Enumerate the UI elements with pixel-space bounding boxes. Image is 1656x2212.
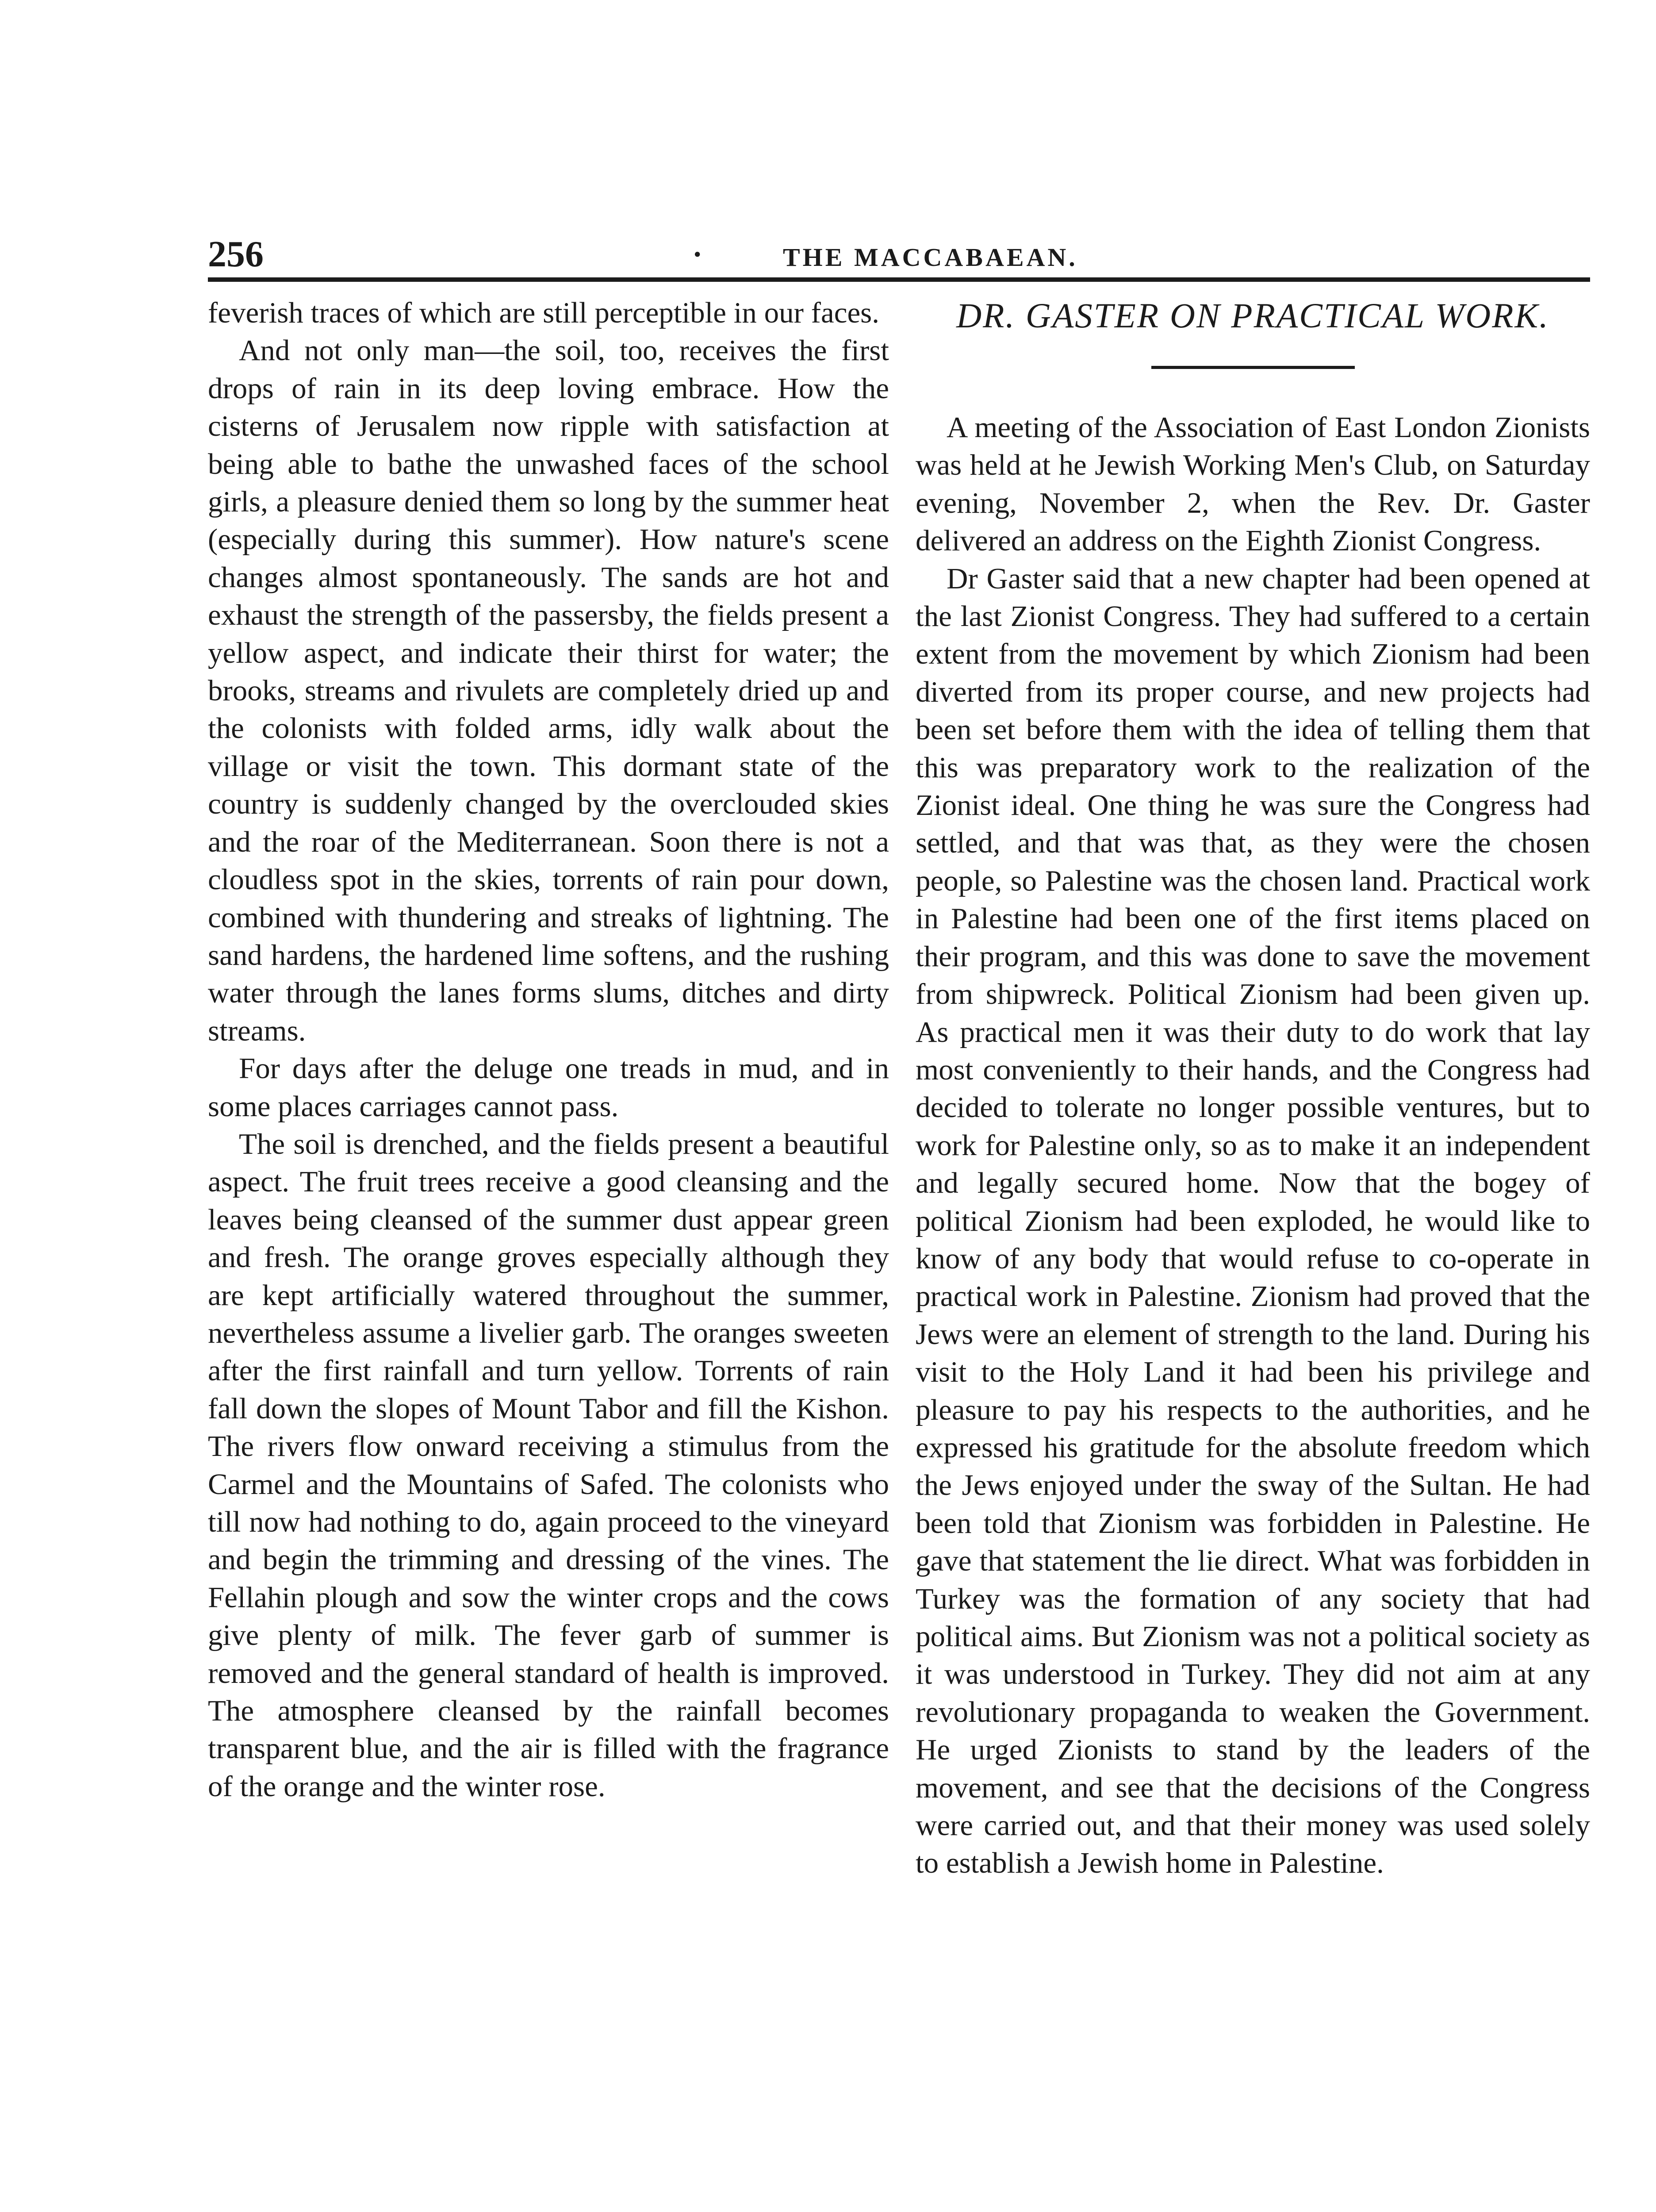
body-paragraph: A meeting of the Association of East London Zionists was held at he Jewish Working Men's Club, on Saturday evening, November 2, when the Rev. Dr. Gaster delivered an address on the Eighth Zionist Congress. — [916, 411, 1590, 557]
header-rule — [208, 277, 1590, 282]
body-paragraph: The soil is drenched, and the fields present a beautiful aspect. The fruit trees receive a good cleansing and the leaves being cleansed of the summer dust appear green and fresh. The orange groves especially although they are kept artificially watered throughout the summer, nevertheless assume a livelier garb. The oranges sweeten after the first rainfall and turn yellow. Torrents of rain fall down the slopes of Mount Tabor and fill the Kishon. The rivers flow onward receiving a stimulus from the Carmel and the Mountains of Safed. The colonists who till now had nothing to do, again proceed to the vineyard and begin the trimming and dressing of the vines. The Fellahin plough and sow the winter crops and the cows give plenty of milk. The fever garb of summer is removed and the general standard of health is improved. The atmosphere cleansed by the rainfall becomes transparent blue, and the air is filled with the fragrance of the orange and the winter rose. — [208, 1127, 889, 1803]
body-paragraph: For days after the deluge one treads in mud, and in some places carriages cannot pass. — [208, 1052, 889, 1123]
header-separator: · — [692, 238, 703, 272]
body-paragraph: Dr Gaster said that a new chapter had been opened at the last Zionist Congress. They had suffered to a certain extent from the movement by which Zionism had been diverted from its proper course, and new projects had been set before them with the idea of telling them that this was preparatory work to the realization of the Zionist ideal. One thing he was sure the Congress had settled, and that was that, as they were the chosen people, so Palestine was the chosen land. Practical work in Palestine had been one of the first items placed on their program, and this was done to save the movement from shipwreck. Political Zionism had been given up. As practical men it was their duty to do work that lay most conveniently to their hands, and the Congress had decided to tolerate no longer possible ventures, but to work for Palestine only, so as to make it an independent and legally secured home. Now that the bogey of political Zionism had been exploded, he would like to know of any body that would refuse to co-operate in practical work in Palestine. Zionism had proved that the Jews were an element of strength to the land. During his visit to the Holy Land it had been his privilege and pleasure to pay his respects to the authorities, and he expressed his gratitude for the absolute freedom which the Jews enjoyed under the sway of the Sultan. He had been told that Zionism was forbidden in Palestine. He gave that statement the lie direct. What was forbidden in Turkey was the formation of any society that had political aims. But Zionism was not a political society as it was understood in Turkey. They did not aim at any revolutionary propaganda to weaken the Government. He urged Zionists to stand by the leaders of the movement, and see that the decisions of the Congress were carried out, and that their money was used solely to establish a Jewish home in Palestine. — [916, 562, 1590, 1880]
heading-rule — [1151, 366, 1355, 369]
body-paragraph: And not only man—the soil, too, receives the first drops of rain in its deep loving embrace. How the cisterns of Jerusalem now ripple with satisfaction at being able to bathe the unwashed faces of the school girls, a pleasure denied them so long by the summer heat (especially during this summer). How nature's scene changes almost spontaneously. The sands are hot and exhaust the strength of the passersby, the fields present a yellow aspect, and indicate their thirst for water; the brooks, streams and rivulets are completely dried up and the colonists with folded arms, idly walk about the village or visit the town. This dormant state of the country is suddenly changed by the overclouded skies and the roar of the Mediterranean. Soon there is not a cloudless spot in the skies, torrents of rain pour down, combined with thundering and streaks of lightning. The sand hardens, the hardened lime softens, and the rushing water through the lanes forms slums, ditches and dirty streams. — [208, 334, 889, 1047]
left-column — [208, 294, 889, 1805]
page-number: 256 — [208, 234, 264, 275]
journal-title: THE MACCABAEAN. — [783, 243, 1078, 272]
running-head — [208, 232, 1590, 283]
article-heading: DR. GASTER ON PRACTICAL WORK. — [956, 297, 1549, 335]
right-column — [916, 294, 1590, 1882]
continued-paragraph: feverish traces of which are still perceptible in our faces. — [208, 296, 880, 329]
